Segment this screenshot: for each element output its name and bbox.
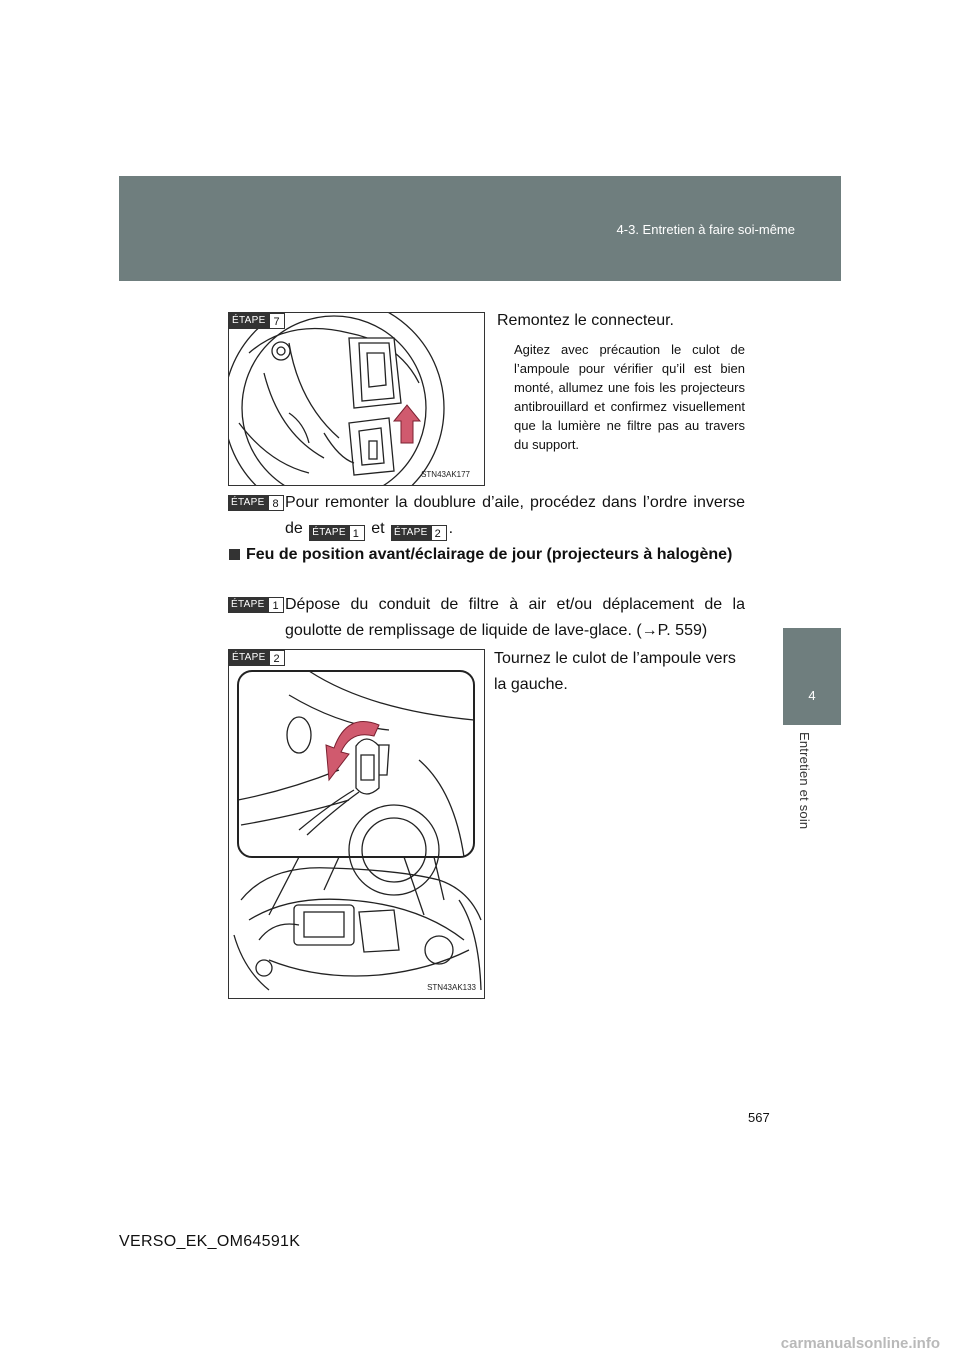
step-ref-2: ÉTAPE 2 [391,525,447,541]
page-number: 567 [748,1110,770,1125]
step-ref-1: ÉTAPE 1 [309,525,365,541]
connector-illustration [229,313,484,485]
figure-connector-refit [228,312,485,486]
step8-instruction: Pour remonter la doublure d’aile, procédez dans l’ordre inverse de ÉTAPE 1 et ÉTAPE 2 . [285,494,745,540]
section-heading: Feu de position avant/éclairage de jour (projecteurs à halogène) [246,546,733,563]
watermark: carmanualsonline.info [780,1335,940,1352]
chapter-label: Entretien et soin [797,732,812,830]
figure-code: STN43AK177 [421,470,470,479]
section-title: 4-3. Entretien à faire soi-même [616,222,795,237]
upward-arrow-icon [394,405,420,443]
figure-bulb-socket-turn [228,649,485,999]
step-badge-1: ÉTAPE 1 [228,597,284,613]
figure-code: STN43AK133 [427,983,476,992]
section-bullet-icon [229,549,240,560]
step1-instruction: Dépose du conduit de filtre à air et/ou déplacement de la goulotte de remplissage de liquide de lave-glace. (→P. 559) [285,596,745,639]
chapter-tab [783,628,841,725]
step-badge-8: ÉTAPE 8 [228,495,284,511]
section-header-band [119,176,841,281]
step-badge-2: ÉTAPE 2 [229,650,285,666]
step-badge-7: ÉTAPE 7 [229,313,285,329]
step2-instruction: Tournez le culot de l’ampoule vers la gauche. [494,650,736,693]
chapter-number: 4 [808,688,816,703]
step7-note: Agitez avec précaution le culot de l’ampoule pour vérifier qu’il est bien monté, allumez une fois les projecteurs antibrouillard et confirmez visuellement que la lumière ne filtre pas au travers du support. [514,342,745,452]
document-code: VERSO_EK_OM64591K [119,1233,301,1250]
bulb-socket-illustration [229,650,484,998]
step7-instruction: Remontez le connecteur. [497,312,674,329]
